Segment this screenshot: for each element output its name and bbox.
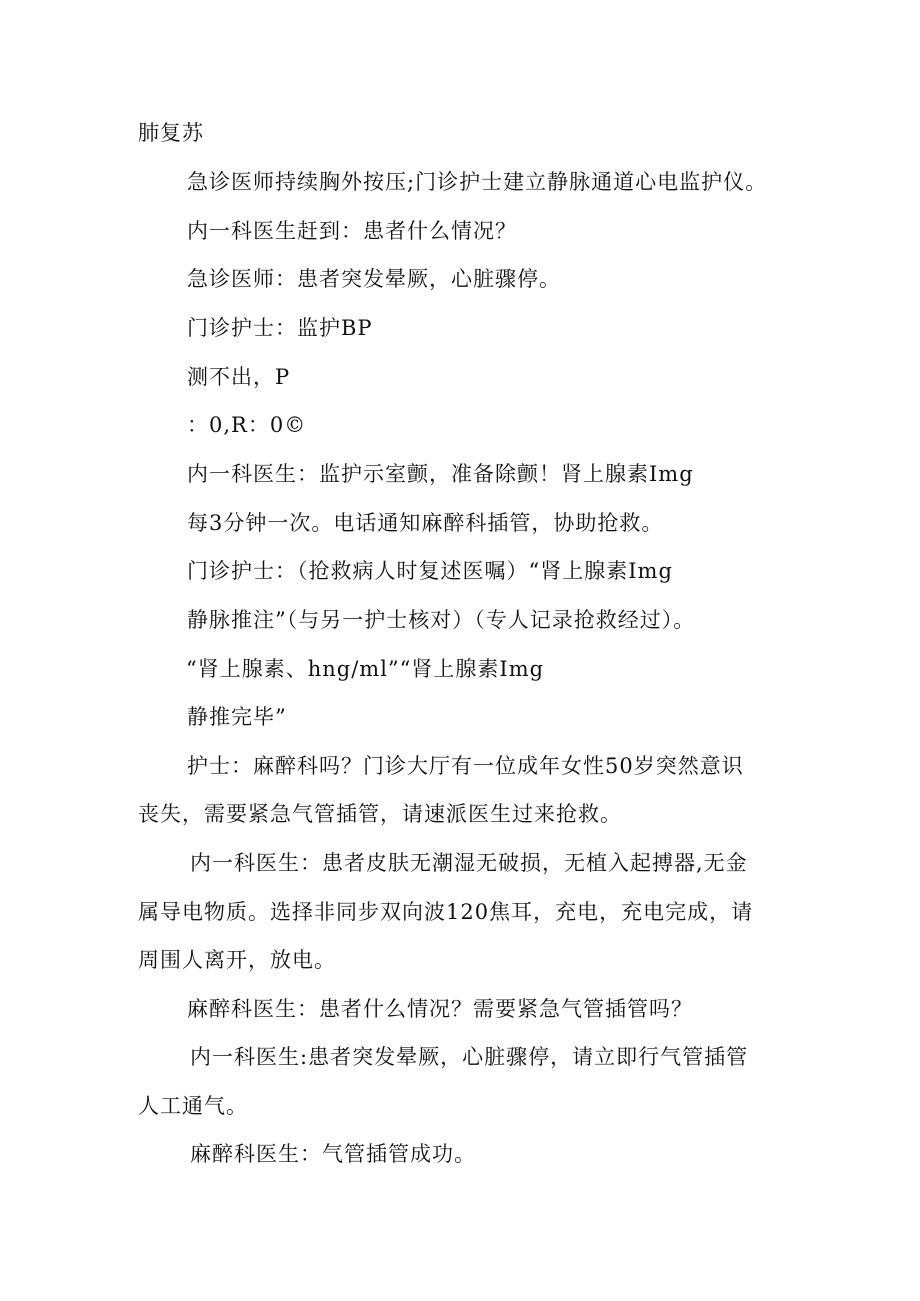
text-line: 内一科医生：患者皮肤无潮湿无破损，无植入起搏器,无金	[190, 851, 748, 875]
text-line: 急诊医师：患者突发晕厥，心脏骤停。	[187, 267, 561, 291]
text-line: 麻醉科医生：患者什么情况？需要紧急气管插管吗？	[187, 997, 693, 1021]
text-line: ：0,R：0©	[187, 413, 307, 437]
text-line: 门诊护士：（抢救病人时复述医嘱）“肾上腺素Img	[187, 559, 673, 583]
text-line: 内一科医生赶到：患者什么情况？	[187, 219, 517, 243]
text-line: 属导电物质。选择非同步双向波120焦耳，充电，充电完成，请	[138, 900, 754, 924]
text-line: 内一科医生：监护示室颤，准备除颤！肾上腺素Img	[187, 462, 694, 486]
text-line: 测不出，P	[187, 365, 291, 389]
text-line: 麻醉科医生：气管插管成功。	[190, 1142, 476, 1166]
text-line: 丧失，需要紧急气管插管，请速派医生过来抢救。	[138, 802, 622, 826]
text-line: 急诊医师持续胸外按压;门诊护士建立静脉通道心电监护仪。	[187, 170, 768, 194]
text-line: 护士：麻醉科吗？门诊大厅有一位成年女性50岁突然意识	[187, 754, 744, 778]
text-line: 人工通气。	[138, 1094, 248, 1118]
text-line: 静脉推注”（与另一护士核对）（专人记录抢救经过）。	[187, 608, 696, 632]
text-line: 内一科医生:患者突发晕厥，心脏骤停，请立即行气管插管	[190, 1045, 749, 1069]
text-line: “肾上腺素、hng/ml”“肾上腺素Img	[186, 657, 545, 681]
text-line: 门诊护士：监护BP	[187, 316, 373, 340]
text-line: 肺复苏	[138, 121, 204, 145]
text-line: 每3分钟一次。电话通知麻醉科插管，协助抢救。	[187, 511, 664, 535]
text-line: 周围人离开，放电。	[138, 948, 336, 972]
text-line: 静推完毕”	[187, 705, 287, 729]
